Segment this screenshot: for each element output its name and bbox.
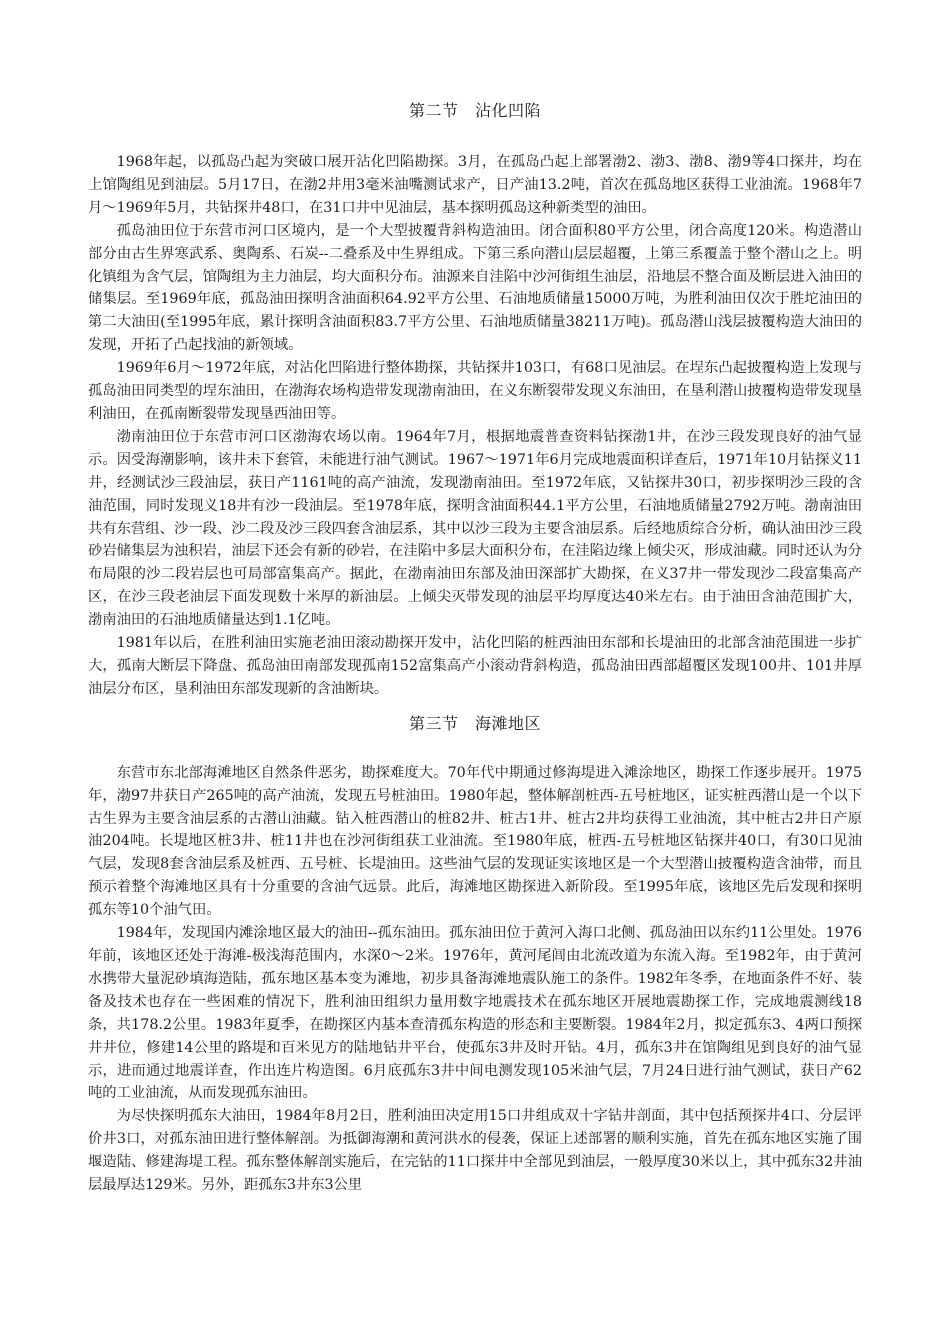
paragraph: 孤岛油田位于东营市河口区境内，是一个大型披覆背斜构造油田。闭合面积80平方公里，闭合高度120米。构造潜山部分由古生界寒武系、奥陶系、石炭--二叠系及中生界组成。下第三系向潜山层层超覆，上第三系覆盖于整个潜山之上。明化镇组为含气层，馆陶组为主力油层，均大面积分布。油源来自洼陷中沙河街组生油层，沿地层不整合面及断层进入油田的储集层。至1969年底，孤岛油田探明含油面积64.92平方公里、石油地质储量15000万吨，为胜利油田仅次于胜坨油田的第二大油田(至1995年底，累计探明含油面积83.7平方公里、石油地质储量38211万吨)。孤岛潜山浅层披覆构造大油田的发现，开拓了凸起找油的新领域。: [88, 222, 862, 354]
document-page: [88, 98, 862, 1197]
section-title-zhanhua: 第二节 沾化凹陷: [408, 101, 541, 120]
paragraph: 为尽快探明孤东大油田，1984年8月2日，胜利油田决定用15口井组成双十字钻井剖面，其中包括预探井4口、分层评价井3口，对孤东油田进行整体解剖。为抵御海潮和黄河洪水的侵袭，保证上述部署的顺利实施，首先在孤东地区实施了围堰造陆、修建海堤工程。孤东整体解剖实施后，在完钻的11口探井中全部见到油层，一般厚度30米以上，其中孤东32井油层最厚达129米。另外，距孤东3井东3公里: [88, 1108, 862, 1194]
paragraph: 1969年6月～1972年底，对沾化凹陷进行整体勘探，共钻探井103口，有68口见油层。在埕东凸起披覆构造上发现与孤岛油田同类型的埕东油田，在渤海农场构造带发现渤南油田，在义东断裂带发现义东油田，在垦利潜山披覆构造带发现垦利油田，在孤南断裂带发现垦西油田等。: [88, 360, 862, 422]
paragraph: 渤南油田位于东营市河口区渤海农场以南。1964年7月，根据地震普查资料钻探渤1井，在沙三段发现良好的油气显示。因受海潮影响，该井未下套管，未能进行油气测试。1967～1971年6月完成地震面积详查后，1971年10月钻探义11井，经测试沙三段油层，获日产1161吨的高产油流，发现渤南油田。至1972年底，又钻探井30口，初步探明沙三段的含油范围，同时发现义18井有沙一段油层。至1978年底，探明含油面积44.1平方公里，石油地质储量2792万吨。渤南油田共有东营组、沙一段、沙二段及沙三段四套含油层系，其中以沙三段为主要含油层系。后经地质综合分析，确认油田沙三段砂岩储集层为浊积岩，油层下还会有新的砂岩，在洼陷中多层大面积分布，在洼陷边缘上倾尖灭，形成油藏。同时还认为分布局限的沙二段岩层也可局部富集高产。据此，在渤南油田东部及油田深部扩大勘探，在义37井一带发现沙二段富集高产区，在沙三段老油层下面发现数十米厚的新油层。上倾尖灭带发现的油层平均厚度达40米左右。由于油田含油范围扩大，渤南油田的石油地质储量达到1.1亿吨。: [88, 428, 862, 629]
paragraph: 1968年起，以孤岛凸起为突破口展开沾化凹陷勘探。3月，在孤岛凸起上部署渤2、渤3、渤8、渤9等4口探井，均在上馆陶组见到油层。5月17日，在渤2井用3毫米油嘴测试求产，日产油13.2吨，首次在孤岛地区获得工业油流。1968年7月～1969年5月，共钻探井48口，在31口井中见油层，基本探明孤岛这种新类型的油田。: [88, 154, 862, 216]
paragraph: 东营市东北部海滩地区自然条件恶劣，勘探难度大。70年代中期通过修海堤进入滩涂地区，勘探工作逐步展开。1975年，渤97井获日产265吨的高产油流，发现五号桩油田。1980年起，整体解剖桩西-五号桩地区，证实桩西潜山是一个以下古生界为主要含油层系的古潜山油藏。钻入桩西潜山的桩82井、桩古1井、桩古2井均获得工业油流，其中桩古2井日产原油204吨。长堤地区桩3井、桩11井也在沙河街组获工业油流。至1980年底，桩西-五号桩地区钻探井40口，有30口见油气层，发现8套含油层系及桩西、五号桩、长堤油田。这些油气层的发现证实该地区是一个大型潜山披覆构造含油带，而且预示着整个海滩地区具有十分重要的含油气远景。此后，海滩地区勘探进入新阶段。至1995年底，该地区先后发现和探明孤东等10个油气田。: [88, 764, 862, 919]
paragraph: 1984年，发现国内滩涂地区最大的油田--孤东油田。孤东油田位于黄河入海口北侧、孤岛油田以东约11公里处。1976年前，该地区还处于海滩-极浅海范围内，水深0～2米。1976年，黄河尾闾由北流改道为东流入海。至1982年，由于黄河水携带大量泥砂填海造陆，孤东地区基本变为滩地，初步具备海滩地震队施工的条件。1982年冬季，在地面条件不好、装备及技术也存在一些困难的情况下，胜利油田组织力量用数字地震技术在孤东地区开展地震勘探工作，完成地震测线18条，共178.2公里。1983年夏季，在勘探区内基本查清孤东构造的形态和主要断裂。1984年2月，拟定孤东3、4两口预探井井位，修建14公里的路堤和百米见方的陆地钻井平台，使孤东3井及时开钻。4月，孤东3井在馆陶组见到良好的油气显示，进而通过地震详查，作出连片构造图。6月底孤东3井中间电测发现105米油气层，7月24日进行油气测试，获日产62吨的工业油流，从而发现孤东油田。: [88, 925, 862, 1102]
paragraph: 1981年以后，在胜利油田实施老油田滚动勘探开发中，沾化凹陷的桩西油田东部和长堤油田的北部含油范围进一步扩大，孤南大断层下降盘、孤岛油田南部发现孤南152富集高产小滚动背斜构造，孤岛油田西部超覆区发现100井、101井厚油层分布区，垦利油田东部发现新的含油断块。: [88, 635, 862, 697]
section-title-haitan: 第三节 海滩地区: [408, 713, 541, 733]
